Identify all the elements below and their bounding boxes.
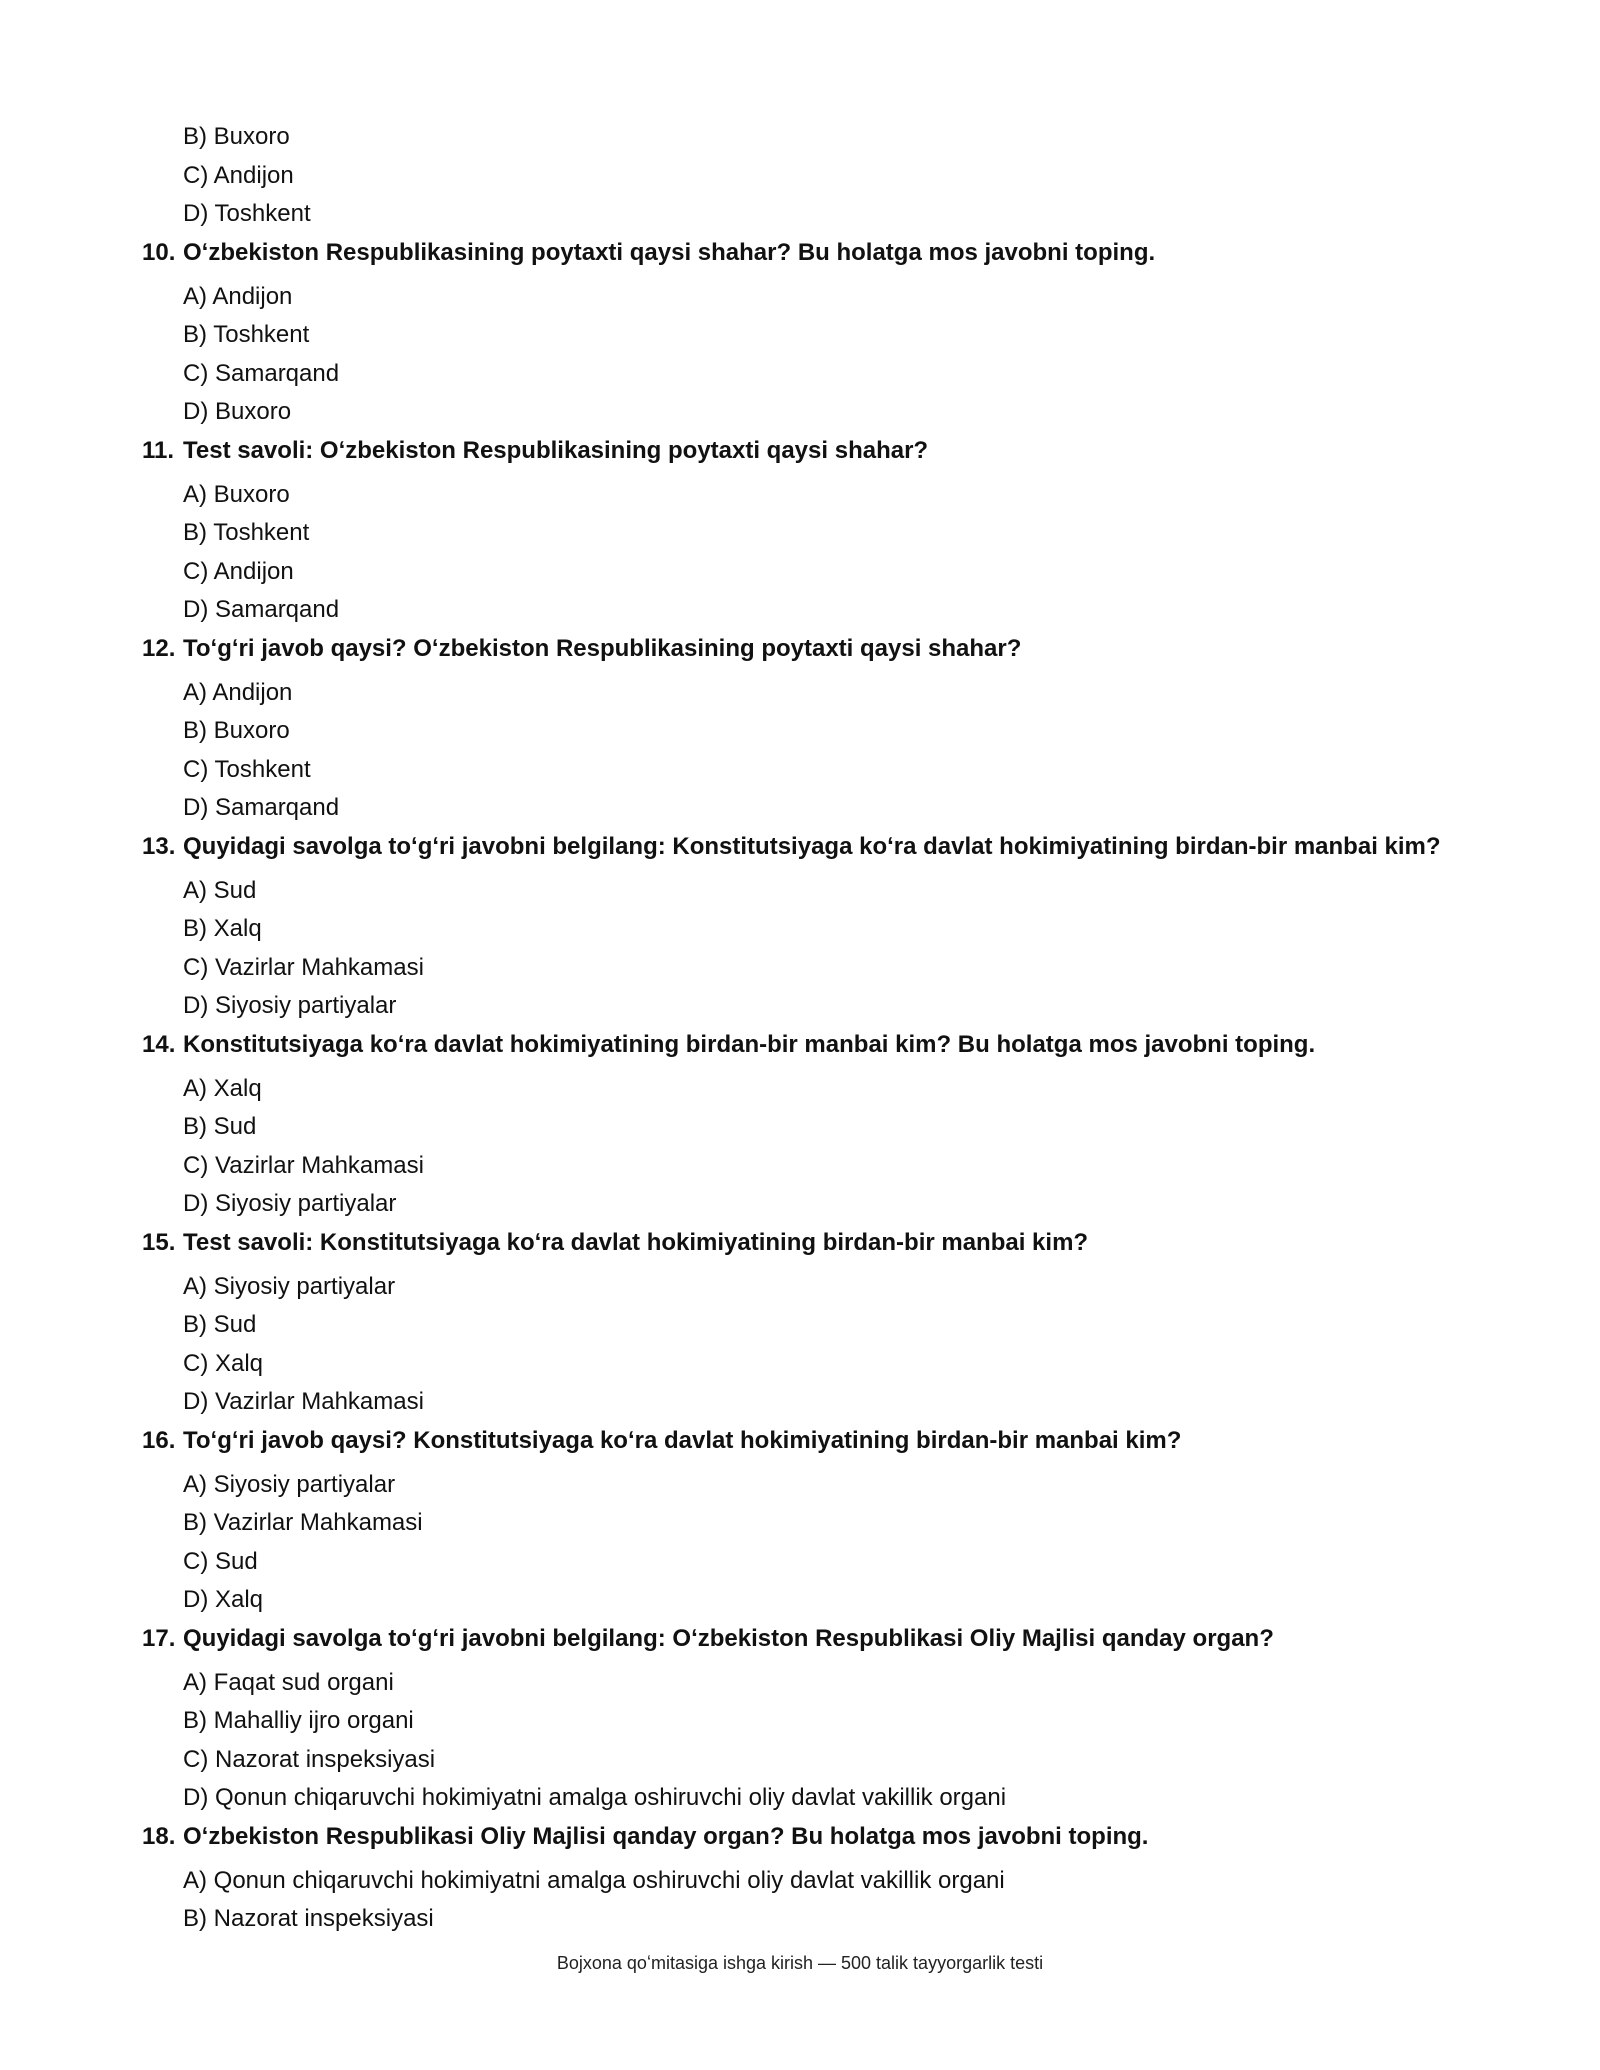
answer-option: D) Vazirlar Mahkamasi	[183, 1388, 424, 1415]
answer-option: C) Samarqand	[183, 359, 340, 387]
answer-option: A) Sud	[183, 876, 257, 904]
answer-option: A) Buxoro	[183, 480, 290, 508]
question-number: 13.	[142, 832, 176, 860]
question-text: Quyidagi savolga toʻgʻri javobni belgilang: Konstitutsiyaga koʻra davlat hokimiyatining birdan-bir manbai kim?	[183, 832, 1441, 860]
answer-option: D) Toshkent	[183, 200, 311, 227]
answer-option: B) Buxoro	[183, 717, 290, 744]
answer-option: D) Samarqand	[183, 794, 340, 821]
question-heading	[142, 234, 1482, 273]
answer-option: C) Sud	[183, 1547, 258, 1575]
answer-option: C) Nazorat inspeksiyasi	[183, 1745, 436, 1773]
answer-option: B) Vazirlar Mahkamasi	[183, 1509, 423, 1536]
question-heading	[142, 432, 1482, 471]
question-heading	[142, 1620, 1482, 1659]
answer-option: D) Siyosiy partiyalar	[183, 1190, 397, 1217]
question-text: Oʻzbekiston Respublikasi Oliy Majlisi qanday organ? Bu holatga mos javobni toping.	[183, 1822, 1149, 1850]
answer-option: B) Xalq	[183, 915, 262, 942]
question-heading	[142, 1818, 1482, 1857]
answer-option: A) Faqat sud organi	[183, 1668, 394, 1696]
question-heading	[142, 1422, 1482, 1461]
answer-option: D) Siyosiy partiyalar	[183, 992, 397, 1019]
question-text: Quyidagi savolga toʻgʻri javobni belgilang: Oʻzbekiston Respublikasi Oliy Majlisi qanday organ?	[183, 1624, 1274, 1652]
answer-option: C) Vazirlar Mahkamasi	[183, 1151, 424, 1179]
question-number: 15.	[142, 1228, 176, 1256]
question-text: Toʻgʻri javob qaysi? Konstitutsiyaga koʻra davlat hokimiyatining birdan-bir manbai kim?	[183, 1426, 1182, 1454]
question-list	[142, 118, 1482, 1939]
question-heading	[142, 1026, 1482, 1065]
answer-option: B) Buxoro	[183, 123, 290, 150]
answer-option: A) Andijon	[183, 282, 293, 310]
answer-option: A) Andijon	[183, 678, 293, 706]
question-number: 11.	[142, 436, 175, 464]
question-text: Konstitutsiyaga koʻra davlat hokimiyatining birdan-bir manbai kim? Bu holatga mos javobni toping.	[183, 1030, 1316, 1058]
answer-option: A) Qonun chiqaruvchi hokimiyatni amalga oshiruvchi oliy davlat vakillik organi	[183, 1866, 1005, 1894]
answer-option: C) Toshkent	[183, 755, 311, 783]
question-text: Oʻzbekiston Respublikasining poytaxti qaysi shahar? Bu holatga mos javobni toping.	[183, 238, 1156, 266]
question-number: 10.	[142, 238, 176, 266]
question-heading	[142, 828, 1482, 867]
question-number: 18.	[142, 1822, 176, 1850]
question-text: Test savoli: Oʻzbekiston Respublikasining poytaxti qaysi shahar?	[183, 436, 929, 464]
question-heading	[142, 1224, 1482, 1263]
question-number: 12.	[142, 634, 176, 662]
answer-option: D) Samarqand	[183, 596, 340, 623]
answer-option: A) Siyosiy partiyalar	[183, 1470, 396, 1498]
answer-option: B) Toshkent	[183, 519, 310, 546]
answer-option: A) Siyosiy partiyalar	[183, 1272, 396, 1300]
answer-option: D) Xalq	[183, 1586, 264, 1613]
answer-option: B) Toshkent	[183, 321, 310, 348]
answer-option: B) Nazorat inspeksiyasi	[183, 1905, 434, 1932]
answer-option: C) Andijon	[183, 161, 294, 189]
question-text: Test savoli: Konstitutsiyaga koʻra davlat hokimiyatining birdan-bir manbai kim?	[183, 1228, 1089, 1256]
question-text: Toʻgʻri javob qaysi? Oʻzbekiston Respublikasining poytaxti qaysi shahar?	[183, 634, 1022, 662]
answer-option: A) Xalq	[183, 1074, 262, 1102]
answer-option: C) Andijon	[183, 557, 294, 585]
question-number: 14.	[142, 1030, 176, 1058]
question-heading	[142, 630, 1482, 669]
question-number: 16.	[142, 1426, 176, 1454]
answer-option: C) Xalq	[183, 1349, 264, 1377]
answer-option: B) Sud	[183, 1311, 257, 1338]
answer-option: C) Vazirlar Mahkamasi	[183, 953, 424, 981]
page-footer: Bojxona qoʻmitasiga ishga kirish — 500 talik tayyorgarlik testi	[556, 1953, 1044, 1973]
answer-option: D) Qonun chiqaruvchi hokimiyatni amalga oshiruvchi oliy davlat vakillik organi	[183, 1784, 1007, 1811]
answer-option: D) Buxoro	[183, 398, 292, 425]
question-number: 17.	[142, 1624, 176, 1652]
answer-option: B) Mahalliy ijro organi	[183, 1707, 414, 1734]
answer-option: B) Sud	[183, 1113, 257, 1140]
